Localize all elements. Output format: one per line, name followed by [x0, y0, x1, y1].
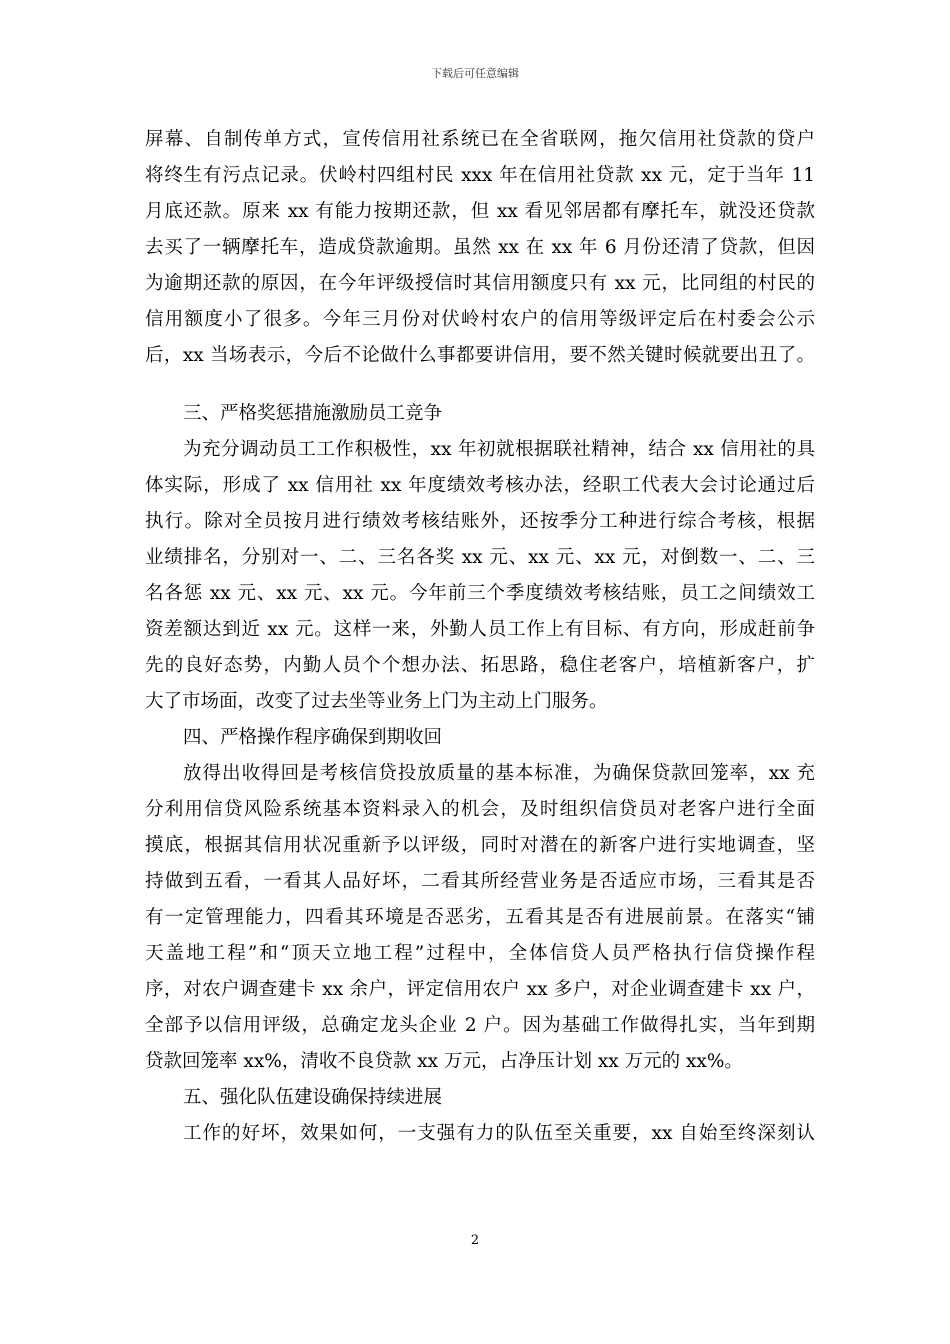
text-line: 后，xx 当场表示，今后不论做什么事都要讲信用，要不然关键时候就要出丑了。 — [145, 345, 815, 366]
document-body — [145, 122, 815, 1152]
section-heading-text: 四、严格操作程序确保到期收回 — [183, 727, 443, 748]
text-line: 大了市场面，改变了过去坐等业务上门为主动上门服务。 — [145, 691, 608, 712]
text-line: 体实际，形成了 xx 信用社 xx 年度绩效考核办法，经职工代表大会讨论通过后 — [145, 475, 815, 496]
section-heading — [145, 1080, 815, 1116]
text-line: 为充分调动员工工作积极性，xx 年初就根据联社精神，结合 xx 信用社的具 — [183, 439, 815, 460]
paragraph — [145, 1116, 815, 1152]
text-line: 去买了一辆摩托车，造成贷款逾期。虽然 xx 在 xx 年 6 月份还清了贷款，但因 — [145, 237, 815, 258]
text-line: 先的良好态势，内勤人员个个想办法、拓思路，稳住老客户，培植新客户，扩 — [145, 655, 815, 676]
text-line: 贷款回笼率 xx%，清收不良贷款 xx 万元，占净压计划 xx 万元的 xx%。 — [145, 1051, 743, 1072]
paragraph — [145, 432, 815, 720]
text-line: 业绩排名，分别对一、二、三名各奖 xx 元、xx 元、xx 元，对倒数一、二、三 — [145, 547, 815, 568]
text-line: 为逾期还款的原因，在今年评级授信时其信用额度只有 xx 元，比同组的村民的 — [145, 273, 815, 294]
text-line: 信用额度小了很多。今年三月份对伏岭村农户的信用等级评定后在村委会公示 — [145, 309, 815, 330]
text-line: 分利用信贷风险系统基本资料录入的机会，及时组织信贷员对老客户进行全面 — [145, 799, 815, 820]
paragraph — [145, 122, 815, 374]
text-line: 资差额达到近 xx 元。这样一来，外勤人员工作上有目标、有方向，形成赶前争 — [145, 619, 815, 640]
text-line: 工作的好坏，效果如何，一支强有力的队伍至关重要，xx 自始至终深刻认 — [183, 1123, 815, 1144]
paragraph — [145, 756, 815, 1080]
text-line: 有一定管理能力，四看其环境是否恶劣，五看其是否有进展前景。在落实“铺 — [145, 907, 815, 928]
section-heading-text: 三、严格奖惩措施激励员工竞争 — [183, 403, 443, 424]
page-header: 下载后可任意编辑 — [431, 67, 519, 80]
text-line: 全部予以信用评级，总确定龙头企业 2 户。因为基础工作做得扎实，当年到期 — [145, 1015, 815, 1036]
text-line: 名各惩 xx 元、xx 元、xx 元。今年前三个季度绩效考核结账，员工之间绩效工 — [145, 583, 815, 604]
text-line: 将终生有污点记录。伏岭村四组村民 xxx 年在信用社贷款 xx 元，定于当年 11 — [145, 165, 815, 186]
text-line: 序，对农户调查建卡 xx 余户，评定信用农户 xx 多户，对企业调查建卡 xx 户， — [145, 979, 815, 1000]
text-line: 执行。除对全员按月进行绩效考核结账外，还按季分工种进行综合考核，根据 — [145, 511, 815, 532]
section-heading-text: 五、强化队伍建设确保持续进展 — [183, 1087, 443, 1108]
text-line: 放得出收得回是考核信贷投放质量的基本标准，为确保贷款回笼率，xx 充 — [183, 763, 815, 784]
section-heading — [145, 396, 815, 432]
text-line: 持做到五看，一看其人品好坏，二看其所经营业务是否适应市场，三看其是否 — [145, 871, 815, 892]
text-line: 月底还款。原来 xx 有能力按期还款，但 xx 看见邻居都有摩托车，就没还贷款 — [145, 201, 815, 222]
text-line: 屏幕、自制传单方式，宣传信用社系统已在全省联网，拖欠信用社贷款的贷户 — [145, 129, 815, 150]
text-line: 摸底，根据其信用状况重新予以评级，同时对潜在的新客户进行实地调查，坚 — [145, 835, 815, 856]
page-number: 2 — [470, 1233, 480, 1248]
section-heading — [145, 720, 815, 756]
paragraph-gap — [145, 374, 815, 396]
text-line: 天盖地工程”和“顶天立地工程”过程中，全体信贷人员严格执行信贷操作程 — [145, 943, 815, 964]
